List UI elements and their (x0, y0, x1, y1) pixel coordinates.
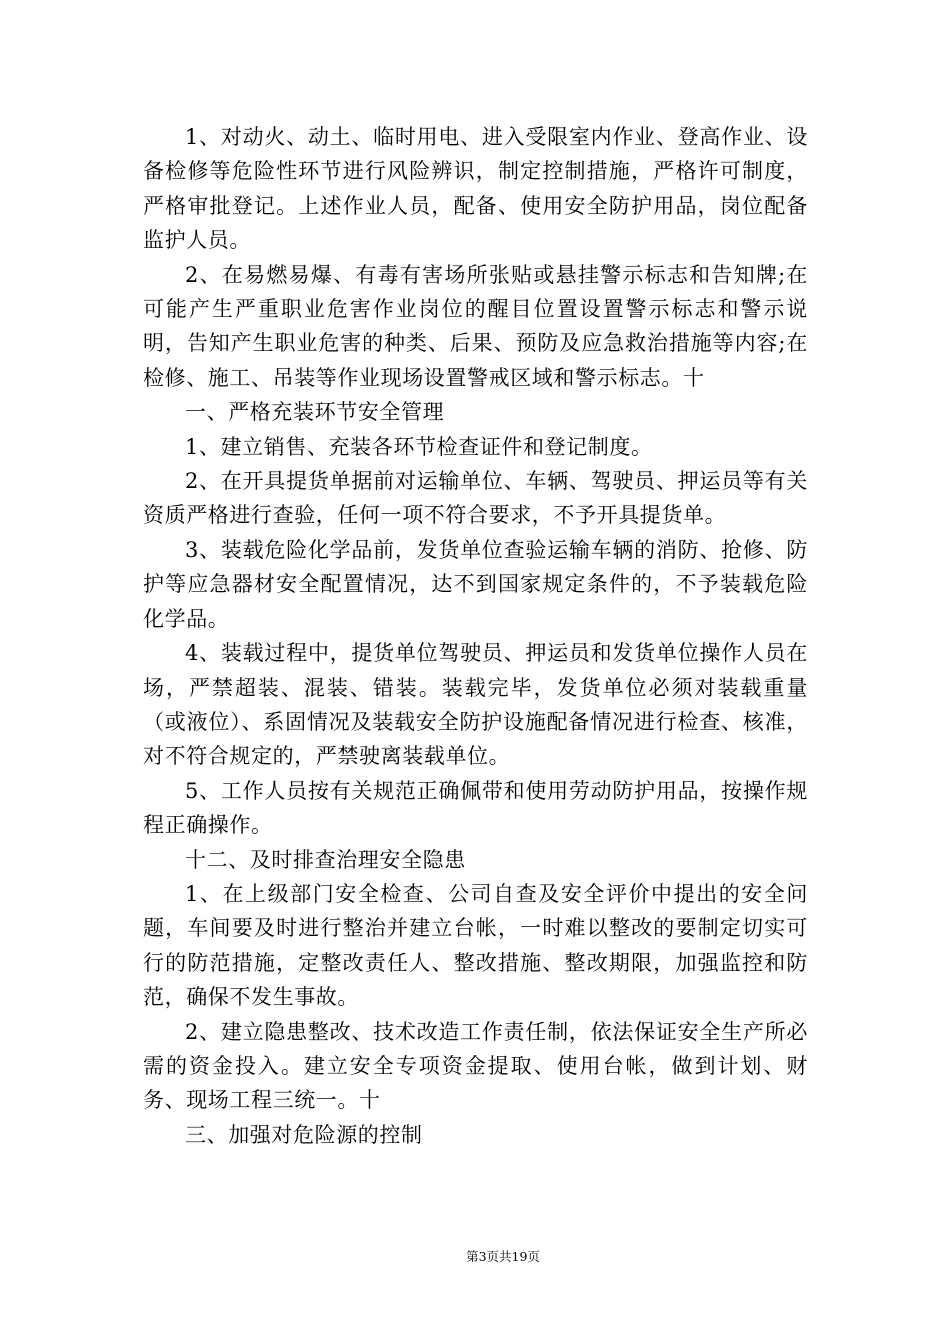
section-heading-11: 一、严格充装环节安全管理 (185, 400, 445, 425)
paragraph-1: 1、对动火、动土、临时用电、进入受限室内作业、登高作业、设备检修等危险性环节进行风险辨识，制定控制措施，严格许可制度，严格审批登记。上述作业人员，配备、使用安全防护用品，岗位配备监护人员。 (143, 125, 808, 253)
paragraph-6: 4、装载过程中，提货单位驾驶员、押运员和发货单位操作人员在场，严禁超装、混装、错装。装载完毕，发货单位必须对装载重量（或液位）、系固情况及装载安全防护设施配备情况进行检查、核准，对不符合规定的，严禁驶离装载单位。 (143, 641, 808, 769)
paragraph-9: 2、建立隐患整改、技术改造工作责任制，依法保证安全生产所必需的资金投入。建立安全专项资金提取、使用台帐，做到计划、财务、现场工程三统一。十 (143, 1019, 808, 1113)
paragraph-7: 5、工作人员按有关规范正确佩带和使用劳动防护用品，按操作规程正确操作。 (143, 778, 808, 838)
section-heading-13: 三、加强对危险源的控制 (185, 1122, 423, 1147)
paragraph-3: 1、建立销售、充装各环节检查证件和登记制度。 (185, 434, 653, 459)
paragraph-8: 1、在上级部门安全检查、公司自查及安全评价中提出的安全问题，车间要及时进行整治并建立台帐，一时难以整改的要制定切实可行的防范措施，定整改责任人、整改措施、整改期限，加强监控和防范，确保不发生事故。 (143, 881, 808, 1010)
section-heading-12: 十二、及时排查治理安全隐患 (185, 847, 466, 872)
document-body (143, 120, 808, 1152)
page-number: 第3页共19页 (466, 1249, 540, 1264)
paragraph-4: 2、在开具提货单据前对运输单位、车辆、驾驶员、押运员等有关资质严格进行查验，任何一项不符合要求，不予开具提货单。 (143, 469, 808, 528)
page-footer (0, 1247, 950, 1265)
paragraph-5: 3、装载危险化学品前，发货单位查验运输车辆的消防、抢修、防护等应急器材安全配置情况，达不到国家规定条件的，不予装载危险化学品。 (143, 537, 808, 631)
paragraph-2: 2、在易燃易爆、有毒有害场所张贴或悬挂警示标志和告知牌;在可能产生严重职业危害作业岗位的醒目位置设置警示标志和警示说明，告知产生职业危害的种类、后果、预防及应急救治措施等内容;在检修、施工、吊装等作业现场设置警戒区域和警示标志。十 (143, 262, 808, 390)
